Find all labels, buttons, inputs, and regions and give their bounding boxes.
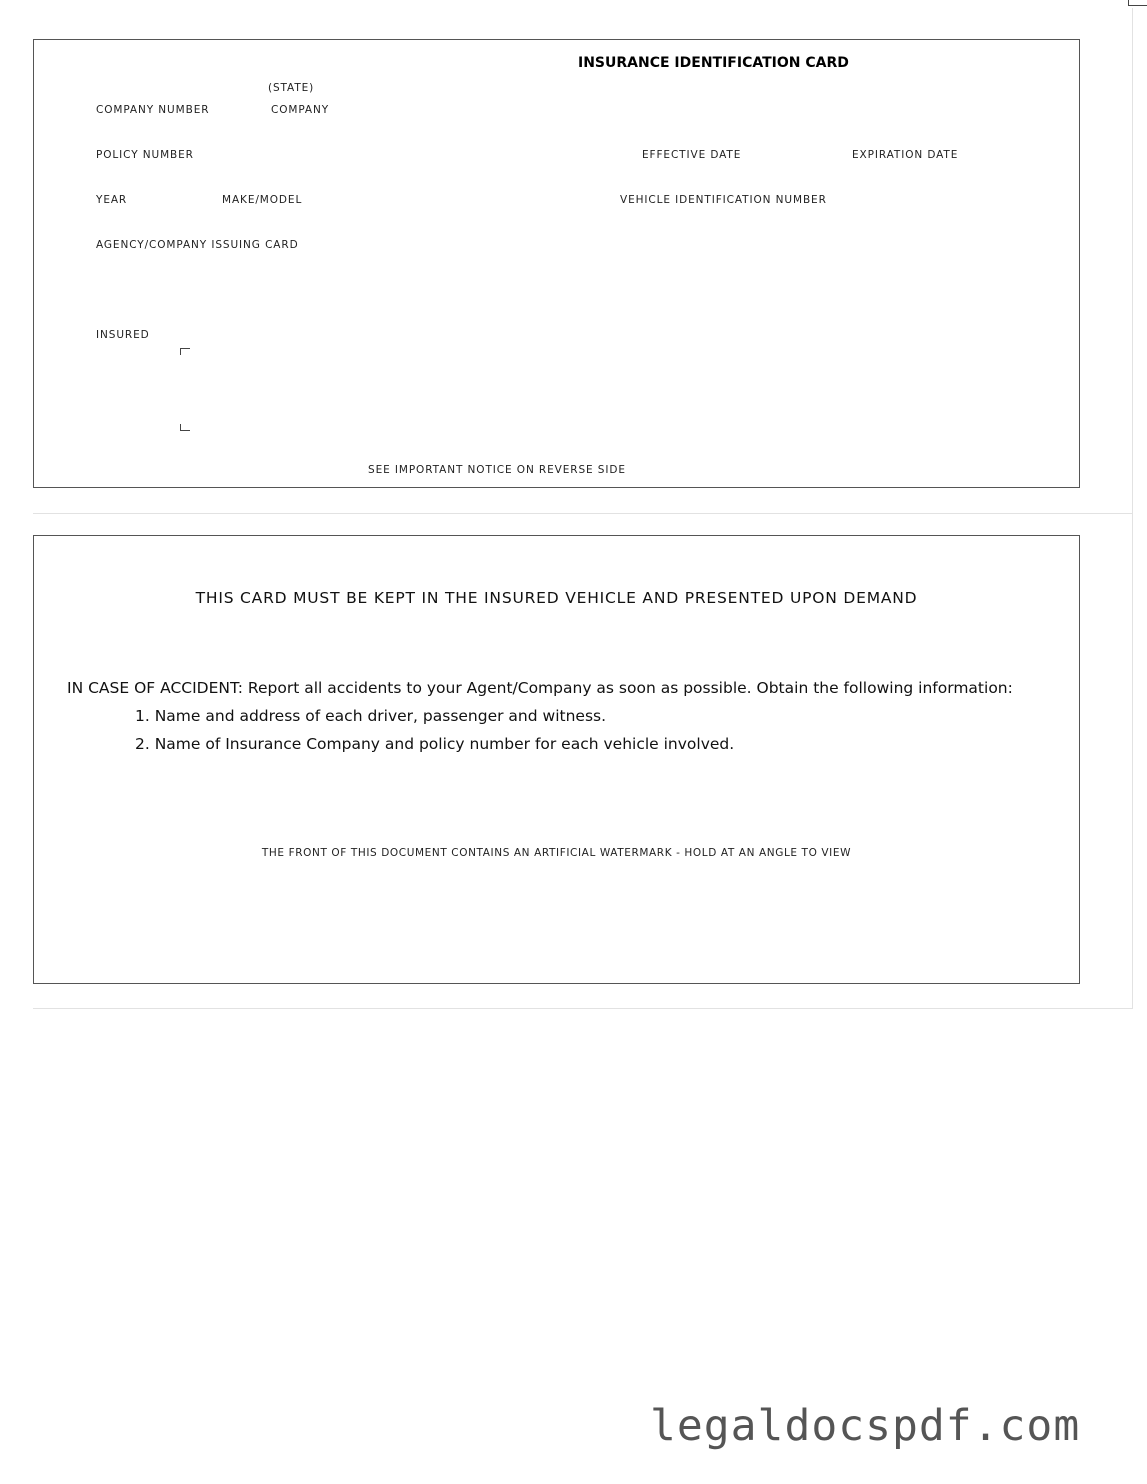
expiration-date-label: EXPIRATION DATE — [852, 149, 959, 161]
agency-label: AGENCY/COMPANY ISSUING CARD — [96, 239, 299, 251]
make-model-label: MAKE/MODEL — [222, 194, 303, 206]
watermark-note: THE FRONT OF THIS DOCUMENT CONTAINS AN ARTIFICIAL WATERMARK - HOLD AT AN ANGLE TO VIEW — [261, 847, 852, 859]
crop-mark — [1128, 0, 1147, 6]
instruction-item-1: 1. Name and address of each driver, passenger and witness. — [135, 707, 607, 725]
address-bracket-top — [180, 348, 190, 355]
site-watermark: legaldocspdf.com — [650, 1401, 1081, 1451]
page-separator-line — [33, 1008, 1133, 1009]
state-label: (STATE) — [268, 82, 315, 94]
reverse-notice: SEE IMPORTANT NOTICE ON REVERSE SIDE — [368, 464, 626, 476]
back-heading: THIS CARD MUST BE KEPT IN THE INSURED VEHICLE AND PRESENTED UPON DEMAND — [195, 589, 918, 607]
effective-date-label: EFFECTIVE DATE — [642, 149, 742, 161]
company-label: COMPANY — [271, 104, 330, 116]
card-separator-line — [33, 513, 1133, 514]
address-bracket-bottom — [180, 424, 190, 431]
right-edge-line — [1132, 8, 1133, 1008]
instruction-item-2: 2. Name of Insurance Company and policy number for each vehicle involved. — [135, 735, 735, 753]
company-number-label: COMPANY NUMBER — [96, 104, 210, 116]
front-card — [33, 39, 1080, 488]
back-card — [33, 535, 1080, 984]
accident-instructions: IN CASE OF ACCIDENT: Report all accidents to your Agent/Company as soon as possible. Obtain the following information: — [67, 679, 1013, 697]
vin-label: VEHICLE IDENTIFICATION NUMBER — [620, 194, 827, 206]
policy-number-label: POLICY NUMBER — [96, 149, 194, 161]
year-label: YEAR — [96, 194, 128, 206]
card-title: INSURANCE IDENTIFICATION CARD — [578, 55, 849, 71]
insured-label: INSURED — [96, 329, 150, 341]
